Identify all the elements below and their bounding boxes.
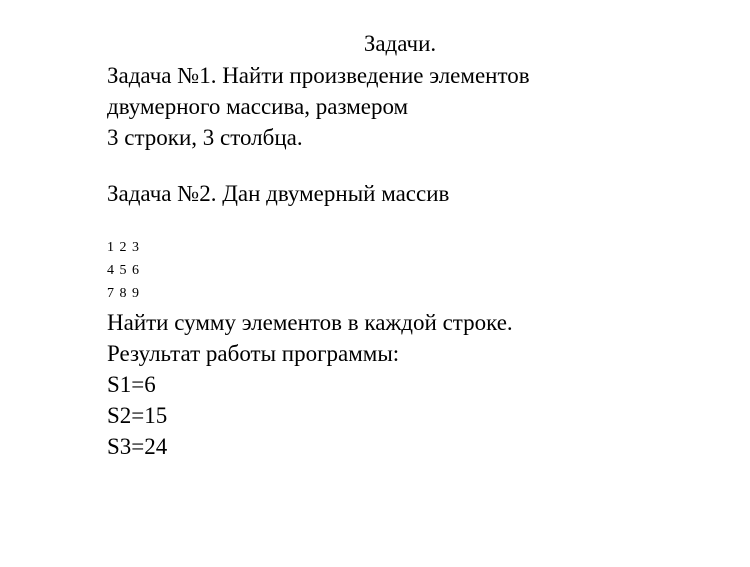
task-2-line: Найти сумму элементов в каждой строке. — [107, 310, 513, 335]
matrix-row: 1 2 3 — [107, 240, 140, 255]
task-1 — [107, 60, 530, 153]
task-2-matrix — [107, 236, 140, 305]
task-1-line: Задача №1. Найти произведение элементов — [107, 63, 530, 88]
result-s1: S1=6 — [107, 372, 156, 397]
task-2-body — [107, 307, 513, 462]
result-s3: S3=24 — [107, 434, 168, 459]
task-2-line: Результат работы программы: — [107, 341, 400, 366]
task-2-heading: Задача №2. Дан двумерный массив — [107, 181, 450, 206]
task-1-line: двумерного массива, размером — [107, 94, 409, 119]
task-1-line: 3 строки, 3 столбца. — [107, 125, 303, 150]
page-title: Задачи. — [363, 31, 437, 56]
matrix-row: 7 8 9 — [107, 286, 140, 301]
result-s2: S2=15 — [107, 403, 168, 428]
matrix-row: 4 5 6 — [107, 263, 140, 278]
